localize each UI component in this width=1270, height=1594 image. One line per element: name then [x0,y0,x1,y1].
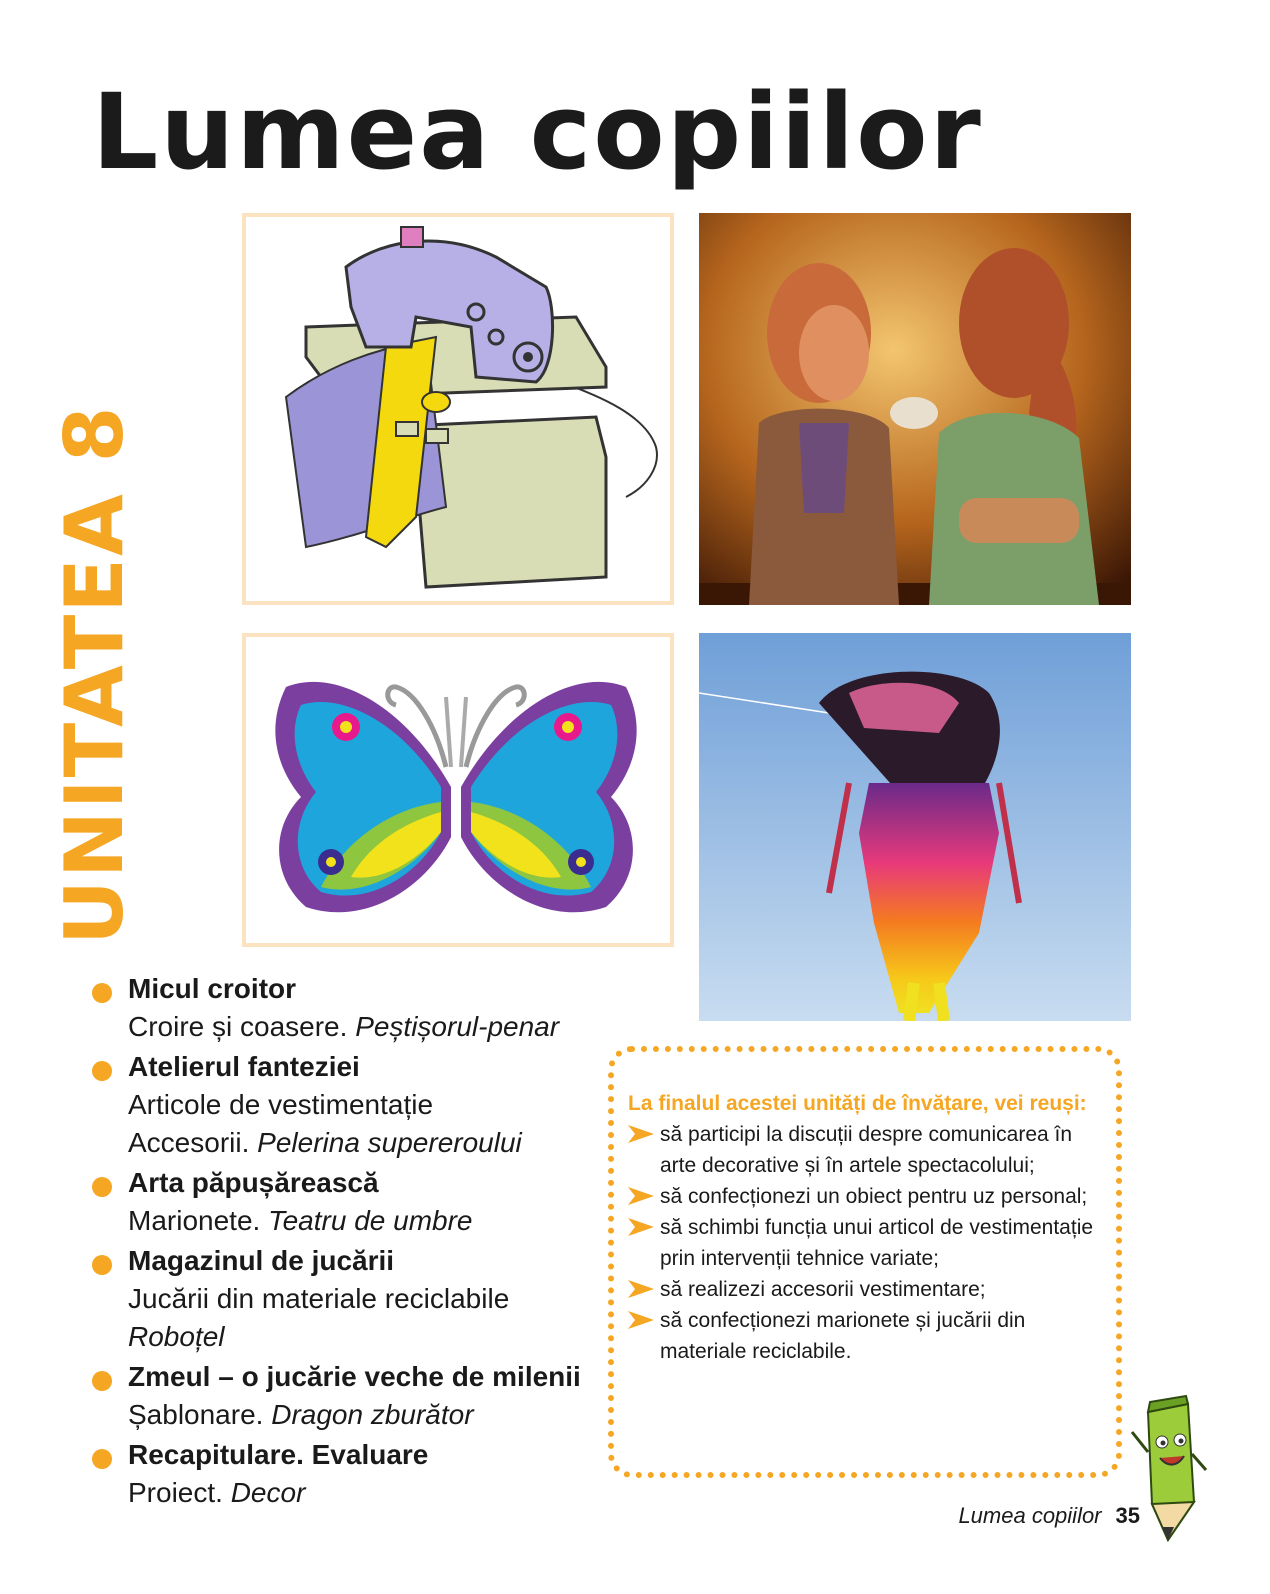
kite-photo [699,633,1131,1021]
bullet-dot-icon [92,1255,112,1275]
topic-list [90,970,590,1514]
page-footer [958,1503,1140,1529]
pencil-mascot-icon [1128,1392,1208,1542]
goal-item [628,1305,1098,1367]
goal-text: să schimbi funcția unui articol de vestimentație prin intervenții tehnice variate; [660,1216,1094,1270]
topic-item [90,1164,590,1240]
sewing-machine-icon [246,217,670,601]
arrow-right-icon [628,1311,654,1329]
topic-line-italic: Dragon zburător [271,1399,474,1430]
topic-item [90,970,590,1046]
topic-line [128,1474,590,1512]
learning-goals-box [608,1046,1122,1478]
topic-line-text: Articole de vestimentație [128,1089,434,1120]
topic-title: Micul croitor [128,973,297,1004]
unit-label: UNITATEA 8 [48,404,141,945]
bullet-dot-icon [92,1061,112,1081]
arrow-right-icon [628,1218,654,1236]
bullet-dot-icon [92,1371,112,1391]
goal-item [628,1119,1098,1181]
topic-title: Zmeul – o jucărie veche de milenii [128,1361,581,1392]
topic-line-text: Marionete. [128,1205,269,1236]
topic-item [90,1358,590,1434]
bullet-dot-icon [92,1177,112,1197]
topic-line-italic: Peștișorul-penar [355,1011,560,1042]
goal-text: să realizezi accesorii vestimentare; [660,1278,986,1301]
topic-item [90,1436,590,1512]
topic-title: Magazinul de jucării [128,1245,395,1276]
goal-item [628,1181,1098,1212]
arrow-right-icon [628,1280,654,1298]
topic-line-italic: Pelerina supereroului [257,1127,522,1158]
goal-item [628,1212,1098,1274]
topic-line-text: Jucării din materiale reciclabile [128,1283,510,1314]
topic-line-text: Proiect. [128,1477,231,1508]
butterfly-template-illustration [242,633,674,947]
topic-title: Atelierul fanteziei [128,1051,360,1082]
bullet-dot-icon [92,983,112,1003]
butterfly-icon [246,637,670,943]
goal-text: să confecționezi marionete și jucării din materiale reciclabile. [660,1309,1026,1363]
topic-line-italic: Decor [230,1477,306,1508]
page-number: 35 [1115,1503,1140,1528]
learning-goals-title: La finalul acestei unități de învățare, vei reuși: [628,1092,1087,1115]
topic-item [90,1242,590,1356]
topic-title: Arta păpușărească [128,1167,379,1198]
puppets-icon [699,213,1131,605]
topic-line-italic: Roboțel [128,1321,225,1352]
marionette-puppets-photo [699,213,1131,605]
topic-line-italic: Teatru de umbre [268,1205,473,1236]
topic-line [128,1202,590,1240]
footer-title: Lumea copiilor [958,1503,1102,1528]
goal-text: să confecționezi un obiect pentru uz personal; [660,1185,1088,1208]
topic-title: Recapitulare. Evaluare [128,1439,429,1470]
topic-item [90,1048,590,1162]
topic-line-text: Șablonare. [128,1399,272,1430]
topic-line [128,1318,590,1356]
topic-line-text: Croire și coasere. [128,1011,356,1042]
topic-line-text: Accesorii. [128,1127,258,1158]
kite-icon [699,633,1131,1021]
arrow-right-icon [628,1187,654,1205]
topic-line [128,1008,590,1046]
bullet-dot-icon [92,1449,112,1469]
page-title: Lumea copiilor [92,71,983,193]
topic-line [128,1086,590,1124]
goal-item [628,1274,1098,1305]
topic-line [128,1396,590,1434]
topic-line [128,1280,590,1318]
goal-text: să participi la discuții despre comunicarea în arte decorative și în artele spectacolului; [660,1123,1073,1177]
sewing-machine-illustration [242,213,674,605]
arrow-right-icon [628,1125,654,1143]
topic-line [128,1124,590,1162]
